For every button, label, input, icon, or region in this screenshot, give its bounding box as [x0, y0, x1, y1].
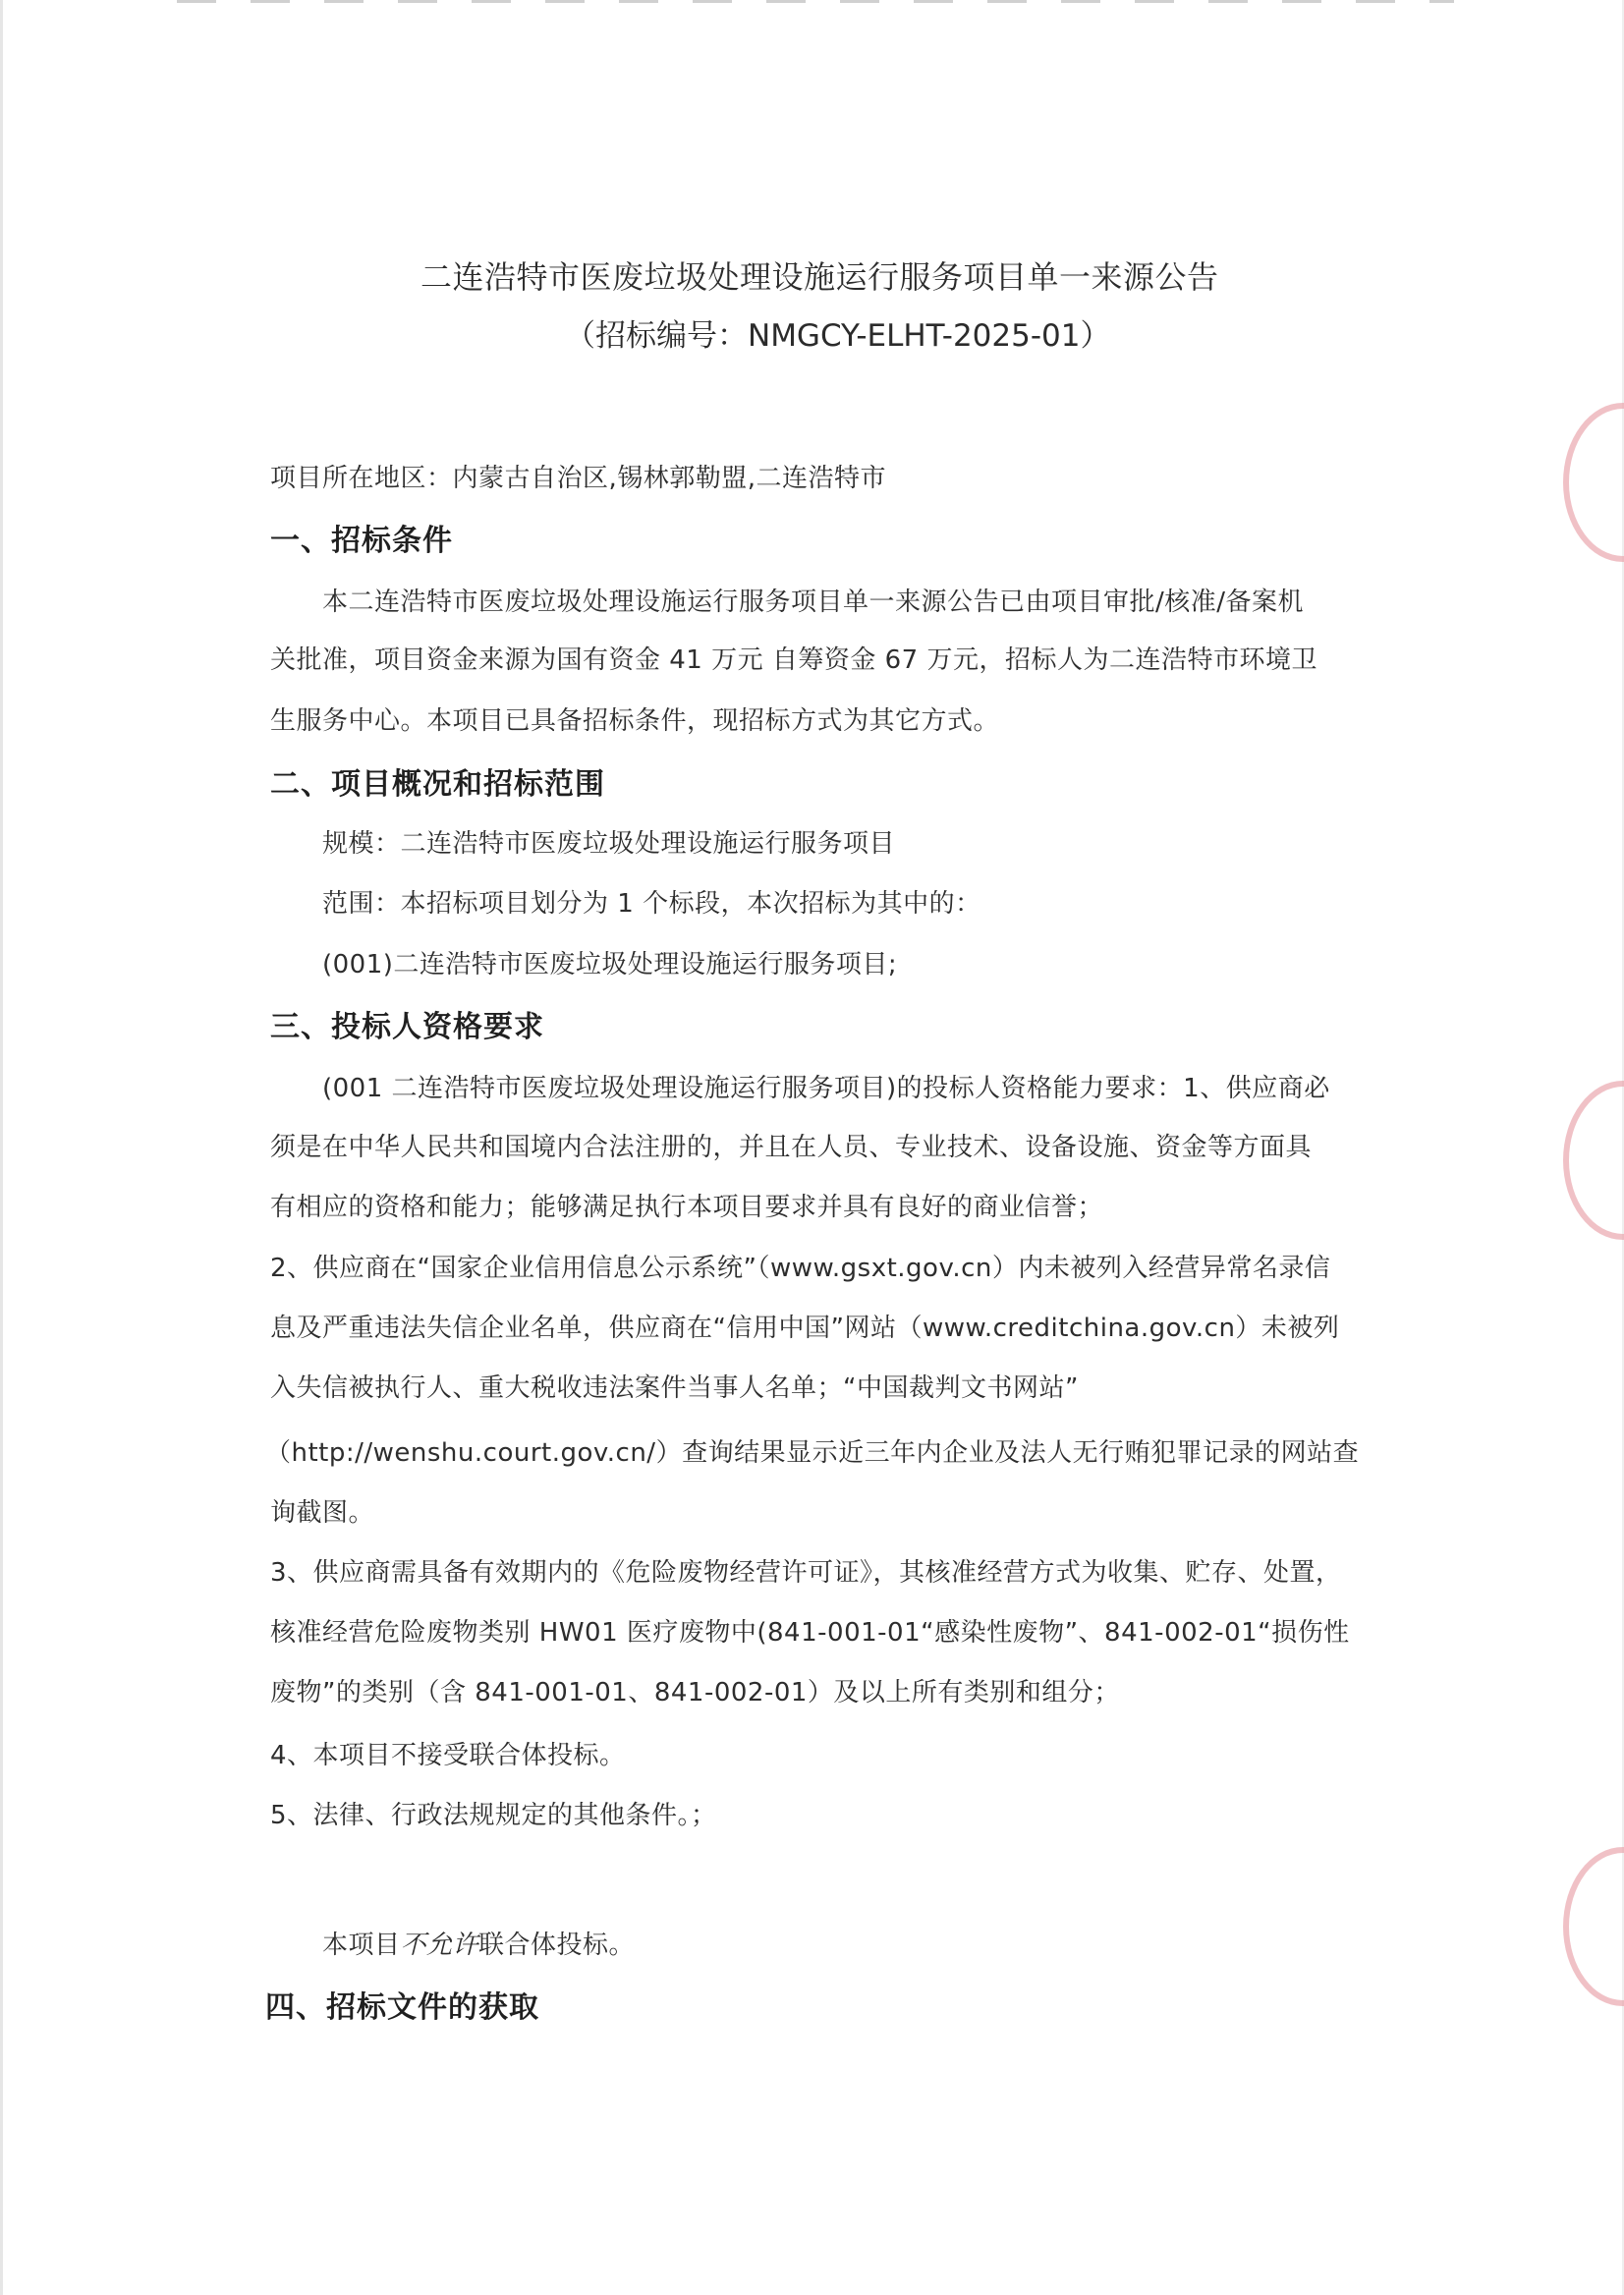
document-title: 二连浩特市医废垃圾处理设施运行服务项目单一来源公告	[420, 258, 1219, 296]
paragraph-line: 4、本项目不接受联合体投标。	[270, 1741, 626, 1770]
paragraph-line: (001 二连浩特市医废垃圾处理设施运行服务项目)的投标人资格能力要求：1、供应商必	[322, 1074, 1330, 1103]
seal-stamp-fragment	[1563, 1847, 1624, 2006]
paragraph-line: 息及严重违法失信企业名单，供应商在“信用中国”网站（www.creditchina.gov.cn）未被列	[270, 1314, 1340, 1343]
paragraph-line: 废物”的类别（含 841-001-01、841-002-01）及以上所有类别和组分；	[270, 1678, 1120, 1707]
paragraph-line: 本二连浩特市医废垃圾处理设施运行服务项目单一来源公告已由项目审批/核准/备案机	[322, 588, 1305, 617]
seal-stamp-fragment	[1563, 403, 1624, 562]
paragraph-line: 关批准，项目资金来源为国有资金 41 万元 自筹资金 67 万元，招标人为二连浩特市环境卫	[270, 645, 1317, 675]
paragraph-line: 有相应的资格和能力；能够满足执行本项目要求并具有良好的商业信誉；	[270, 1193, 1104, 1222]
consortium-note	[322, 1925, 635, 1961]
paragraph-line: 生服务中心。本项目已具备招标条件，现招标方式为其它方式。	[270, 706, 1000, 736]
scan-edge-top	[177, 0, 1454, 3]
lot-item: (001)二连浩特市医废垃圾处理设施运行服务项目;	[322, 950, 898, 980]
consortium-suffix: 联合体投标。	[478, 1931, 636, 1960]
paragraph-line: 3、供应商需具备有效期内的《危险废物经营许可证》，其核准经营方式为收集、贮存、处置，	[270, 1558, 1342, 1588]
scope-range: 范围：本招标项目划分为 1 个标段，本次招标为其中的：	[322, 889, 981, 919]
paragraph-line: 入失信被执行人、重大税收违法案件当事人名单；“中国裁判文书网站”	[270, 1373, 1079, 1403]
seal-stamp-fragment	[1563, 1081, 1624, 1240]
section-heading-2: 二、项目概况和招标范围	[270, 767, 605, 802]
consortium-italic: 不允许	[400, 1931, 479, 1960]
scan-edge-left	[0, 0, 3, 2295]
paragraph-line: 2、供应商在“国家企业信用信息公示系统”（www.gsxt.gov.cn）内未被列入经营异常名录信	[270, 1254, 1331, 1283]
paragraph-line: （http://wenshu.court.gov.cn/）查询结果显示近三年内企业及法人无行贿犯罪记录的网站查	[265, 1438, 1360, 1468]
paragraph-line: 5、法律、行政法规规定的其他条件。；	[270, 1801, 717, 1830]
section-heading-1: 一、招标条件	[270, 524, 453, 558]
section-heading-4: 四、招标文件的获取	[265, 1990, 539, 2025]
paragraph-line: 须是在中华人民共和国境内合法注册的，并且在人员、专业技术、设备设施、资金等方面具	[270, 1133, 1313, 1162]
paragraph-line: 核准经营危险废物类别 HW01 医疗废物中(841-001-01“感染性废物”、841-002-01“损伤性	[270, 1618, 1350, 1648]
project-region: 项目所在地区：内蒙古自治区,锡林郭勒盟,二连浩特市	[270, 464, 887, 493]
scope-scale: 规模：二连浩特市医废垃圾处理设施运行服务项目	[322, 829, 896, 859]
paragraph-line: 询截图。	[270, 1498, 375, 1528]
tender-code: （招标编号：NMGCY-ELHT-2025-01）	[565, 318, 1111, 354]
consortium-prefix: 本项目	[322, 1931, 401, 1960]
section-heading-3: 三、投标人资格要求	[270, 1010, 544, 1044]
